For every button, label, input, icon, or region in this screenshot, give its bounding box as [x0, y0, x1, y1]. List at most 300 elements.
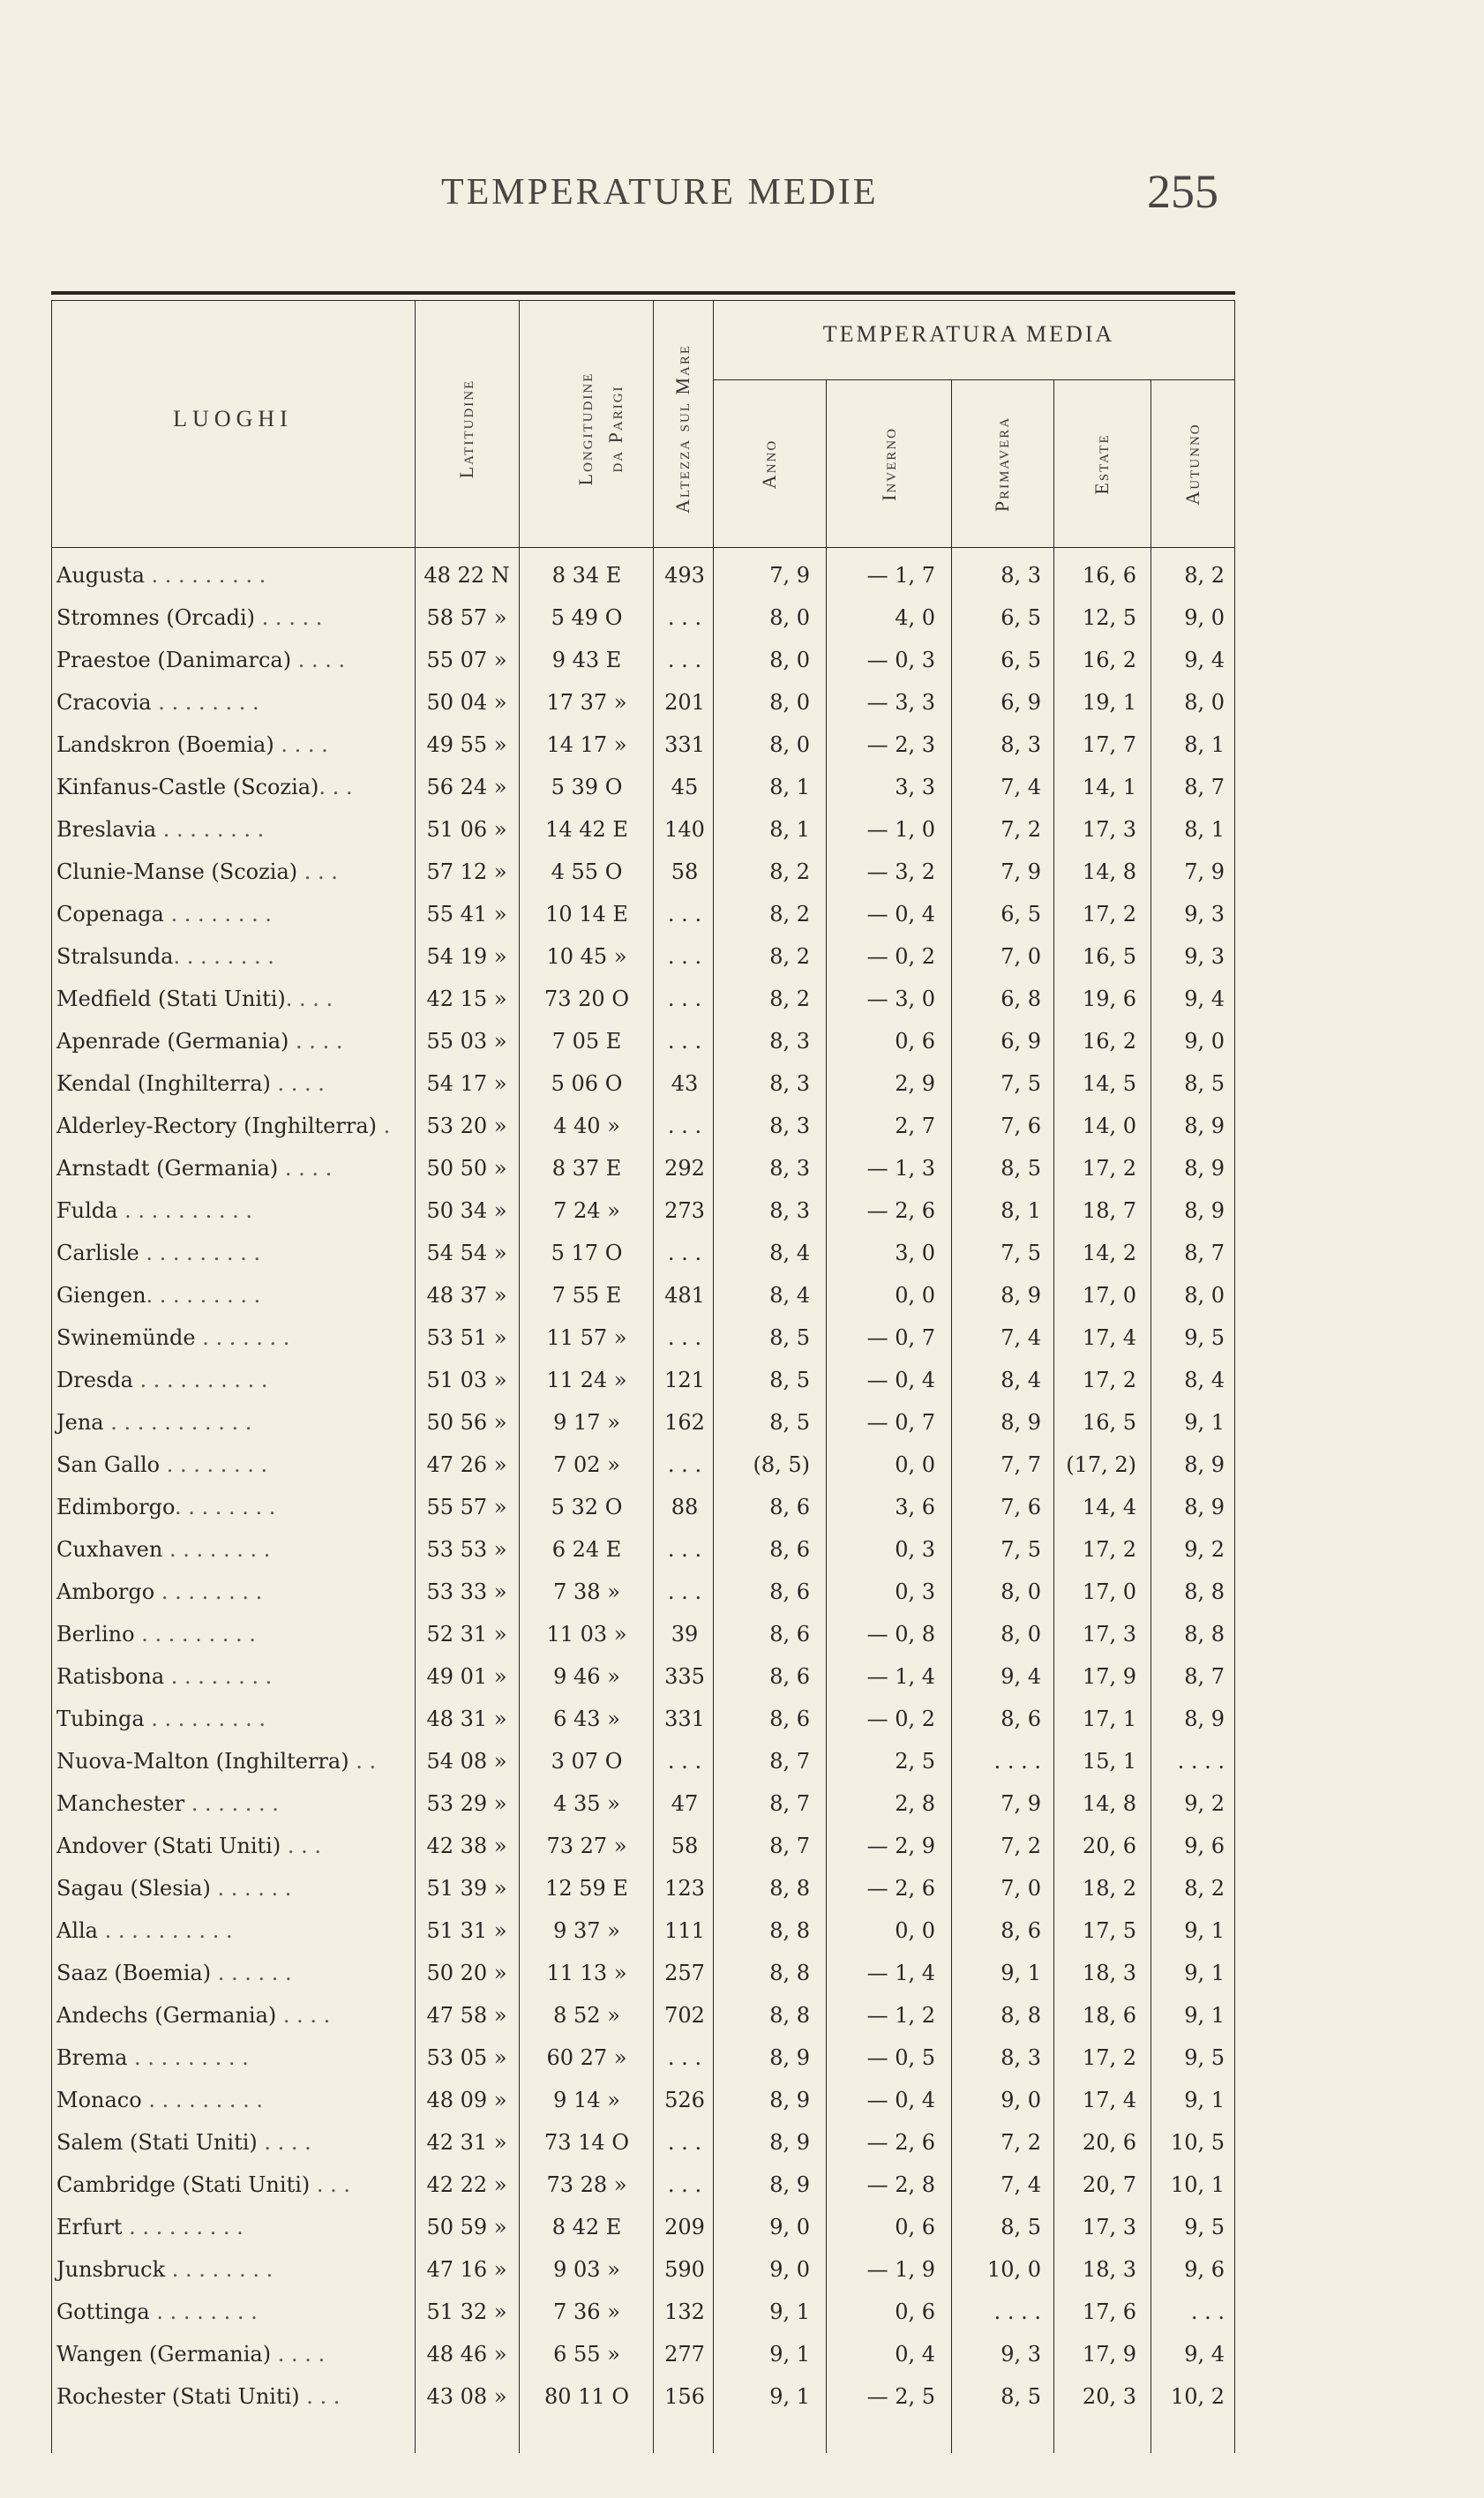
autunno-cell: 10, 2 [1170, 2384, 1225, 2409]
place-name: Arnstadt (Germania) [56, 1156, 279, 1181]
primavera-cell: 8, 5 [1001, 1156, 1041, 1181]
anno-cell: 7, 9 [769, 563, 810, 588]
primavera-cell: 8, 3 [1001, 732, 1041, 757]
inverno-cell: — 0, 5 [866, 2045, 935, 2070]
anno-cell: 8, 6 [769, 1707, 810, 1731]
estate-cell: 20, 3 [1082, 2384, 1136, 2409]
latitude-cell: 53 29 » [426, 1791, 507, 1816]
altitude-cell: . . . [667, 1029, 702, 1054]
place-cell [56, 2335, 409, 2374]
place-name: Gottinga [56, 2299, 150, 2324]
place-cell [56, 2250, 409, 2290]
inverno-cell: — 1, 2 [866, 2003, 935, 2028]
place-name: Fulda [56, 1198, 118, 1223]
place-cell [56, 1318, 409, 1358]
place-cell [56, 979, 409, 1019]
autunno-cell: 8, 7 [1184, 775, 1225, 799]
primavera-cell: 7, 0 [1001, 944, 1041, 969]
place-name: Stromnes (Orcadi) [56, 605, 256, 630]
longitude-cell: 6 43 » [553, 1707, 620, 1731]
altitude-cell: 335 [664, 1664, 705, 1689]
leader-dots: . . . . . . . . . . . [103, 1410, 252, 1435]
altitude-cell: 111 [664, 1918, 705, 1943]
anno-cell: 8, 2 [769, 986, 810, 1011]
estate-cell: 16, 2 [1082, 648, 1136, 672]
leader-dots: . . . . . . . . [164, 1664, 273, 1689]
place-cell [56, 2208, 409, 2247]
primavera-cell: 7, 4 [1001, 775, 1041, 799]
leader-dots: . . . . . . . . . [146, 1283, 261, 1308]
estate-cell: 14, 0 [1082, 1114, 1136, 1138]
anno-cell: 9, 1 [769, 2342, 810, 2367]
place-name: Jena [56, 1410, 104, 1435]
longitude-cell: 7 02 » [553, 1452, 620, 1477]
latitude-cell: 48 31 » [426, 1707, 507, 1731]
primavera-cell: 7, 5 [1001, 1241, 1041, 1265]
place-name: Tubinga [56, 1707, 145, 1731]
estate-cell: 17, 2 [1082, 1368, 1136, 1392]
place-name: Edimborgo [56, 1495, 175, 1519]
longitude-cell: 9 17 » [553, 1410, 620, 1435]
anno-cell: 9, 0 [769, 2257, 810, 2282]
table-row [51, 2123, 1235, 2163]
place-name: Junsbruck [56, 2257, 166, 2282]
anno-cell: 8, 9 [769, 2088, 810, 2112]
autunno-cell: 8, 9 [1184, 1452, 1225, 1477]
group-header-rule [713, 379, 1235, 380]
place-name: Dresda [56, 1368, 133, 1392]
autunno-cell: 8, 1 [1184, 732, 1225, 757]
estate-cell: 18, 6 [1082, 2003, 1136, 2028]
leader-dots: . . . . [257, 2130, 311, 2155]
running-head [0, 164, 1484, 217]
altitude-cell: . . . [667, 1579, 702, 1604]
latitude-cell: 50 34 » [426, 1198, 507, 1223]
table-row [51, 1954, 1235, 1993]
inverno-cell: 0, 4 [895, 2342, 935, 2367]
longitude-cell: 4 35 » [553, 1791, 620, 1816]
estate-cell: 20, 7 [1082, 2172, 1136, 2197]
inverno-cell: 3, 3 [895, 775, 935, 799]
autunno-cell: 9, 3 [1184, 944, 1225, 969]
anno-cell: 8, 2 [769, 859, 810, 884]
inverno-cell: — 1, 4 [866, 1664, 935, 1689]
leader-dots: . . . . [291, 648, 346, 672]
table-row [51, 2081, 1235, 2120]
primavera-cell: 8, 0 [1001, 1579, 1041, 1604]
place-cell [56, 1191, 409, 1231]
table-row [51, 2335, 1235, 2374]
estate-cell: 17, 9 [1082, 2342, 1136, 2367]
leader-dots: . . . . . . . . . [141, 2088, 264, 2112]
latitude-cell: 51 03 » [426, 1368, 507, 1392]
latitude-cell: 42 31 » [426, 2130, 507, 2155]
latitude-cell: 56 24 » [426, 775, 507, 799]
place-name: Erfurt [56, 2215, 123, 2239]
altitude-cell: 58 [671, 859, 699, 884]
table-row [51, 810, 1235, 850]
altitude-cell: 493 [664, 563, 705, 588]
altitude-cell: 273 [664, 1198, 705, 1223]
anno-cell: 9, 0 [769, 2215, 810, 2239]
table-row [51, 1276, 1235, 1316]
leader-dots: . . . . [274, 732, 328, 757]
place-cell [56, 1022, 409, 1061]
place-cell [56, 1742, 409, 1782]
primavera-cell: 8, 3 [1001, 2045, 1041, 2070]
primavera-cell: 6, 5 [1001, 902, 1041, 926]
inverno-cell: — 0, 7 [866, 1325, 935, 1350]
longitude-cell: 73 28 » [546, 2172, 627, 2197]
primavera-cell: 7, 9 [1001, 859, 1041, 884]
longitude-cell: 5 39 O [551, 775, 623, 799]
leader-dots: . . . . [289, 1029, 343, 1054]
primavera-cell: 7, 2 [1001, 817, 1041, 842]
longitude-cell: 7 55 E [551, 1283, 622, 1308]
longitude-cell: 73 27 » [546, 1834, 627, 1858]
altitude-cell: . . . [667, 1325, 702, 1350]
inverno-cell: 2, 7 [895, 1114, 935, 1138]
altitude-cell: 526 [664, 2088, 705, 2112]
primavera-cell: 8, 5 [1001, 2215, 1041, 2239]
altitude-cell: . . . [667, 902, 702, 926]
place-cell [56, 810, 409, 850]
autunno-cell: 9, 1 [1184, 2003, 1225, 2028]
inverno-cell: 4, 0 [895, 605, 935, 630]
estate-cell: 17, 5 [1082, 1918, 1136, 1943]
table-row [51, 1742, 1235, 1782]
place-name: Kinfanus-Castle (Scozia) [56, 775, 319, 799]
autunno-cell: . . . [1190, 2299, 1225, 2324]
anno-cell: 8, 9 [769, 2045, 810, 2070]
primavera-cell: . . . . [993, 2299, 1041, 2324]
latitude-cell: 55 57 » [426, 1495, 507, 1519]
autunno-cell: 8, 9 [1184, 1156, 1225, 1181]
altitude-cell: . . . [667, 1537, 702, 1562]
anno-cell: 8, 0 [769, 648, 810, 672]
estate-cell: 18, 3 [1082, 1961, 1136, 1985]
latitude-cell: 53 20 » [426, 1114, 507, 1138]
autunno-cell: 8, 1 [1184, 817, 1225, 842]
autunno-cell: 10, 1 [1170, 2172, 1225, 2197]
longitude-cell: 60 27 » [546, 2045, 627, 2070]
leader-dots: . . . . . . . . [165, 2257, 274, 2282]
primavera-cell: 6, 5 [1001, 605, 1041, 630]
place-name: Praestoe (Danimarca) [56, 648, 292, 672]
table-row [51, 895, 1235, 934]
altitude-cell: 331 [664, 1707, 705, 1731]
place-cell [56, 598, 409, 638]
anno-cell: 8, 3 [769, 1198, 810, 1223]
latitude-cell: 51 06 » [426, 817, 507, 842]
inverno-cell: 0, 6 [895, 2215, 935, 2239]
autunno-cell: 9, 1 [1184, 1961, 1225, 1985]
leader-dots: . . . [310, 2172, 351, 2197]
table-row [51, 979, 1235, 1019]
leader-dots: . . . [297, 859, 338, 884]
longitude-cell: 11 13 » [546, 1961, 627, 1985]
inverno-cell: — 2, 8 [866, 2172, 935, 2197]
estate-cell: 20, 6 [1082, 2130, 1136, 2155]
leader-dots: . . . . . . . . . [144, 1707, 266, 1731]
estate-cell: 16, 6 [1082, 563, 1136, 588]
place-name: Apenrade (Germania) [56, 1029, 289, 1054]
latitude-cell: 51 32 » [426, 2299, 507, 2324]
table-row [51, 1657, 1235, 1697]
latitude-cell: 43 08 » [426, 2384, 507, 2409]
place-cell [56, 1361, 409, 1400]
inverno-cell: — 3, 2 [866, 859, 935, 884]
place-cell [56, 1234, 409, 1273]
inverno-cell: — 1, 0 [866, 817, 935, 842]
estate-cell: 17, 2 [1082, 902, 1136, 926]
inverno-cell: — 0, 2 [866, 1707, 935, 1731]
estate-cell: 19, 1 [1082, 690, 1136, 715]
latitude-cell: 48 22 N [423, 563, 510, 588]
autunno-cell: 9, 2 [1184, 1537, 1225, 1562]
primavera-cell: 7, 7 [1001, 1452, 1041, 1477]
leader-dots: . . . . . . [211, 1961, 292, 1985]
autunno-cell: 9, 4 [1184, 2342, 1225, 2367]
autunno-cell: . . . . [1177, 1749, 1225, 1774]
latitude-cell: 57 12 » [426, 859, 507, 884]
latitude-cell: 50 56 » [426, 1410, 507, 1435]
primavera-cell: 7, 9 [1001, 1791, 1041, 1816]
latitude-cell: 50 59 » [426, 2215, 507, 2239]
estate-cell: 14, 4 [1082, 1495, 1136, 1519]
altitude-cell: . . . [667, 1241, 702, 1265]
place-cell [56, 2081, 409, 2120]
place-cell [56, 725, 409, 765]
inverno-cell: — 2, 3 [866, 732, 935, 757]
leader-dots: . . . . . [255, 605, 323, 630]
altitude-cell: . . . [667, 1749, 702, 1774]
latitude-cell: 49 01 » [426, 1664, 507, 1689]
longitude-cell: 5 17 O [551, 1241, 623, 1265]
autunno-cell: 9, 6 [1184, 1834, 1225, 1858]
autunno-cell: 9, 3 [1184, 902, 1225, 926]
longitude-cell: 5 06 O [551, 1071, 623, 1096]
latitude-cell: 51 31 » [426, 1918, 507, 1943]
altitude-cell: 277 [664, 2342, 705, 2367]
place-cell [56, 1149, 409, 1189]
inverno-cell: 2, 8 [895, 1791, 935, 1816]
longitude-cell: 73 20 O [543, 986, 629, 1011]
inverno-cell: — 2, 6 [866, 1876, 935, 1901]
longitude-cell: 4 55 O [551, 859, 623, 884]
latitude-cell: 42 15 » [426, 986, 507, 1011]
primavera-cell: 10, 0 [986, 2257, 1041, 2282]
temperature-table [51, 291, 1235, 2462]
header-temperatura-media: TEMPERATURA MEDIA [822, 321, 1115, 347]
estate-cell: 16, 5 [1082, 944, 1136, 969]
anno-cell: 8, 3 [769, 1029, 810, 1054]
place-name: San Gallo [56, 1452, 161, 1477]
estate-cell: 17, 6 [1082, 2299, 1136, 2324]
longitude-cell: 14 42 E [545, 817, 628, 842]
place-cell [56, 1572, 409, 1612]
place-name: Amborgo [56, 1579, 155, 1604]
latitude-cell: 47 58 » [426, 2003, 507, 2028]
anno-cell: 8, 2 [769, 902, 810, 926]
longitude-cell: 6 55 » [553, 2342, 620, 2367]
leader-dots: . . . . . . . . [173, 944, 274, 969]
inverno-cell: 3, 0 [895, 1241, 935, 1265]
longitude-cell: 80 11 O [543, 2384, 629, 2409]
place-cell [56, 1784, 409, 1824]
place-name: Berlino [56, 1622, 135, 1647]
inverno-cell: — 0, 4 [866, 902, 935, 926]
header-latitudine: Latitudine [455, 379, 477, 479]
table-row [51, 1530, 1235, 1570]
autunno-cell: 10, 5 [1170, 2130, 1225, 2155]
primavera-cell: 8, 1 [1001, 1198, 1041, 1223]
estate-cell: 17, 2 [1082, 2045, 1136, 2070]
inverno-cell: — 3, 0 [866, 986, 935, 1011]
estate-cell: 17, 3 [1082, 1622, 1136, 1647]
anno-cell: 8, 7 [769, 1749, 810, 1774]
longitude-cell: 7 36 » [553, 2299, 620, 2324]
primavera-cell: 7, 2 [1001, 1834, 1041, 1858]
latitude-cell: 42 22 » [426, 2172, 507, 2197]
estate-cell: 18, 7 [1082, 1198, 1136, 1223]
place-cell [56, 1657, 409, 1697]
anno-cell: 8, 3 [769, 1071, 810, 1096]
altitude-cell: 331 [664, 732, 705, 757]
primavera-cell: 8, 6 [1001, 1707, 1041, 1731]
place-name: Cambridge (Stati Uniti) [56, 2172, 311, 2197]
longitude-cell: 17 37 » [546, 690, 627, 715]
table-row [51, 1615, 1235, 1654]
latitude-cell: 53 05 » [426, 2045, 507, 2070]
autunno-cell: 8, 0 [1184, 1283, 1225, 1308]
leader-dots: . . . . . . . . [175, 1495, 276, 1519]
place-cell [56, 895, 409, 934]
primavera-cell: 8, 0 [1001, 1622, 1041, 1647]
altitude-cell: . . . [667, 944, 702, 969]
place-name: Nuova-Malton (Inghilterra) [56, 1749, 349, 1774]
estate-cell: 20, 6 [1082, 1834, 1136, 1858]
place-name: Clunie-Manse (Scozia) [56, 859, 298, 884]
table-row [51, 768, 1235, 807]
table-row [51, 1869, 1235, 1909]
anno-cell: 8, 8 [769, 1961, 810, 1985]
place-cell [56, 1615, 409, 1654]
place-name: Medfield (Stati Uniti) [56, 986, 286, 1011]
altitude-cell: . . . [667, 2172, 702, 2197]
table-row [51, 683, 1235, 723]
longitude-cell: 6 24 E [551, 1537, 622, 1562]
latitude-cell: 47 16 » [426, 2257, 507, 2282]
anno-cell: 8, 0 [769, 690, 810, 715]
latitude-cell: 54 54 » [426, 1241, 507, 1265]
inverno-cell: 0, 0 [895, 1452, 935, 1477]
place-cell [56, 852, 409, 892]
table-row [51, 2165, 1235, 2205]
table-row [51, 2292, 1235, 2332]
anno-cell: 8, 6 [769, 1537, 810, 1562]
estate-cell: 17, 2 [1082, 1156, 1136, 1181]
estate-cell: 19, 6 [1082, 986, 1136, 1011]
place-cell [56, 1403, 409, 1443]
inverno-cell: — 1, 7 [866, 563, 935, 588]
anno-cell: 8, 6 [769, 1579, 810, 1604]
estate-cell: 17, 4 [1082, 2088, 1136, 2112]
inverno-cell: — 2, 5 [866, 2384, 935, 2409]
latitude-cell: 54 08 » [426, 1749, 507, 1774]
altitude-cell: 47 [671, 1791, 699, 1816]
anno-cell: 8, 6 [769, 1664, 810, 1689]
latitude-cell: 49 55 » [426, 732, 507, 757]
table-row [51, 1445, 1235, 1485]
header-altezza: Altezza sul Mare [671, 343, 693, 514]
inverno-cell: 0, 0 [895, 1918, 935, 1943]
place-name: Wangen (Germania) [56, 2342, 272, 2367]
inverno-cell: 0, 3 [895, 1537, 935, 1562]
longitude-cell: 9 46 » [553, 1664, 620, 1689]
longitude-cell: 9 43 E [551, 648, 622, 672]
altitude-cell: 43 [671, 1071, 699, 1096]
place-name: Andover (Stati Uniti) [56, 1834, 281, 1858]
leader-dots: . . . . . . . . . [127, 2045, 249, 2070]
table-row [51, 1149, 1235, 1189]
estate-cell: 12, 5 [1082, 605, 1136, 630]
estate-cell: 17, 7 [1082, 732, 1136, 757]
primavera-cell: 9, 3 [1001, 2342, 1041, 2367]
estate-cell: 14, 2 [1082, 1241, 1136, 1265]
primavera-cell: 7, 5 [1001, 1537, 1041, 1562]
leader-dots: . . . [319, 775, 353, 799]
primavera-cell: 7, 5 [1001, 1071, 1041, 1096]
header-autunno: Autunno [1181, 423, 1203, 506]
table-row [51, 1234, 1235, 1273]
primavera-cell: 7, 0 [1001, 1876, 1041, 1901]
longitude-cell: 8 52 » [553, 2003, 620, 2028]
primavera-cell: 8, 9 [1001, 1283, 1041, 1308]
latitude-cell: 54 17 » [426, 1071, 507, 1096]
estate-cell: 17, 9 [1082, 1664, 1136, 1689]
header-longitudine: Longitudine [574, 371, 596, 486]
autunno-cell: 9, 0 [1184, 1029, 1225, 1054]
longitude-cell: 7 38 » [553, 1579, 620, 1604]
inverno-cell: — 0, 4 [866, 1368, 935, 1392]
autunno-cell: 8, 9 [1184, 1495, 1225, 1519]
anno-cell: 8, 9 [769, 2130, 810, 2155]
place-cell [56, 768, 409, 807]
table-row [51, 2250, 1235, 2290]
primavera-cell: 8, 9 [1001, 1410, 1041, 1435]
latitude-cell: 50 50 » [426, 1156, 507, 1181]
longitude-cell: 8 37 E [551, 1156, 622, 1181]
autunno-cell: 9, 1 [1184, 2088, 1225, 2112]
table-row [51, 1784, 1235, 1824]
estate-cell: 17, 3 [1082, 2215, 1136, 2239]
inverno-cell: — 0, 3 [866, 648, 935, 672]
table-row [51, 1488, 1235, 1527]
anno-cell: 9, 1 [769, 2384, 810, 2409]
inverno-cell: — 2, 6 [866, 2130, 935, 2155]
altitude-cell: 88 [671, 1495, 699, 1519]
place-name: Alla [56, 1918, 98, 1943]
leader-dots: . . . . . . . . [160, 1452, 268, 1477]
table-row [51, 1361, 1235, 1400]
estate-cell: 18, 3 [1082, 2257, 1136, 2282]
estate-cell: 14, 8 [1082, 1791, 1136, 1816]
longitude-cell: 9 14 » [553, 2088, 620, 2112]
inverno-cell: — 1, 3 [866, 1156, 935, 1181]
leader-dots: . . . . . . . . [162, 1537, 271, 1562]
estate-cell: 17, 3 [1082, 817, 1136, 842]
